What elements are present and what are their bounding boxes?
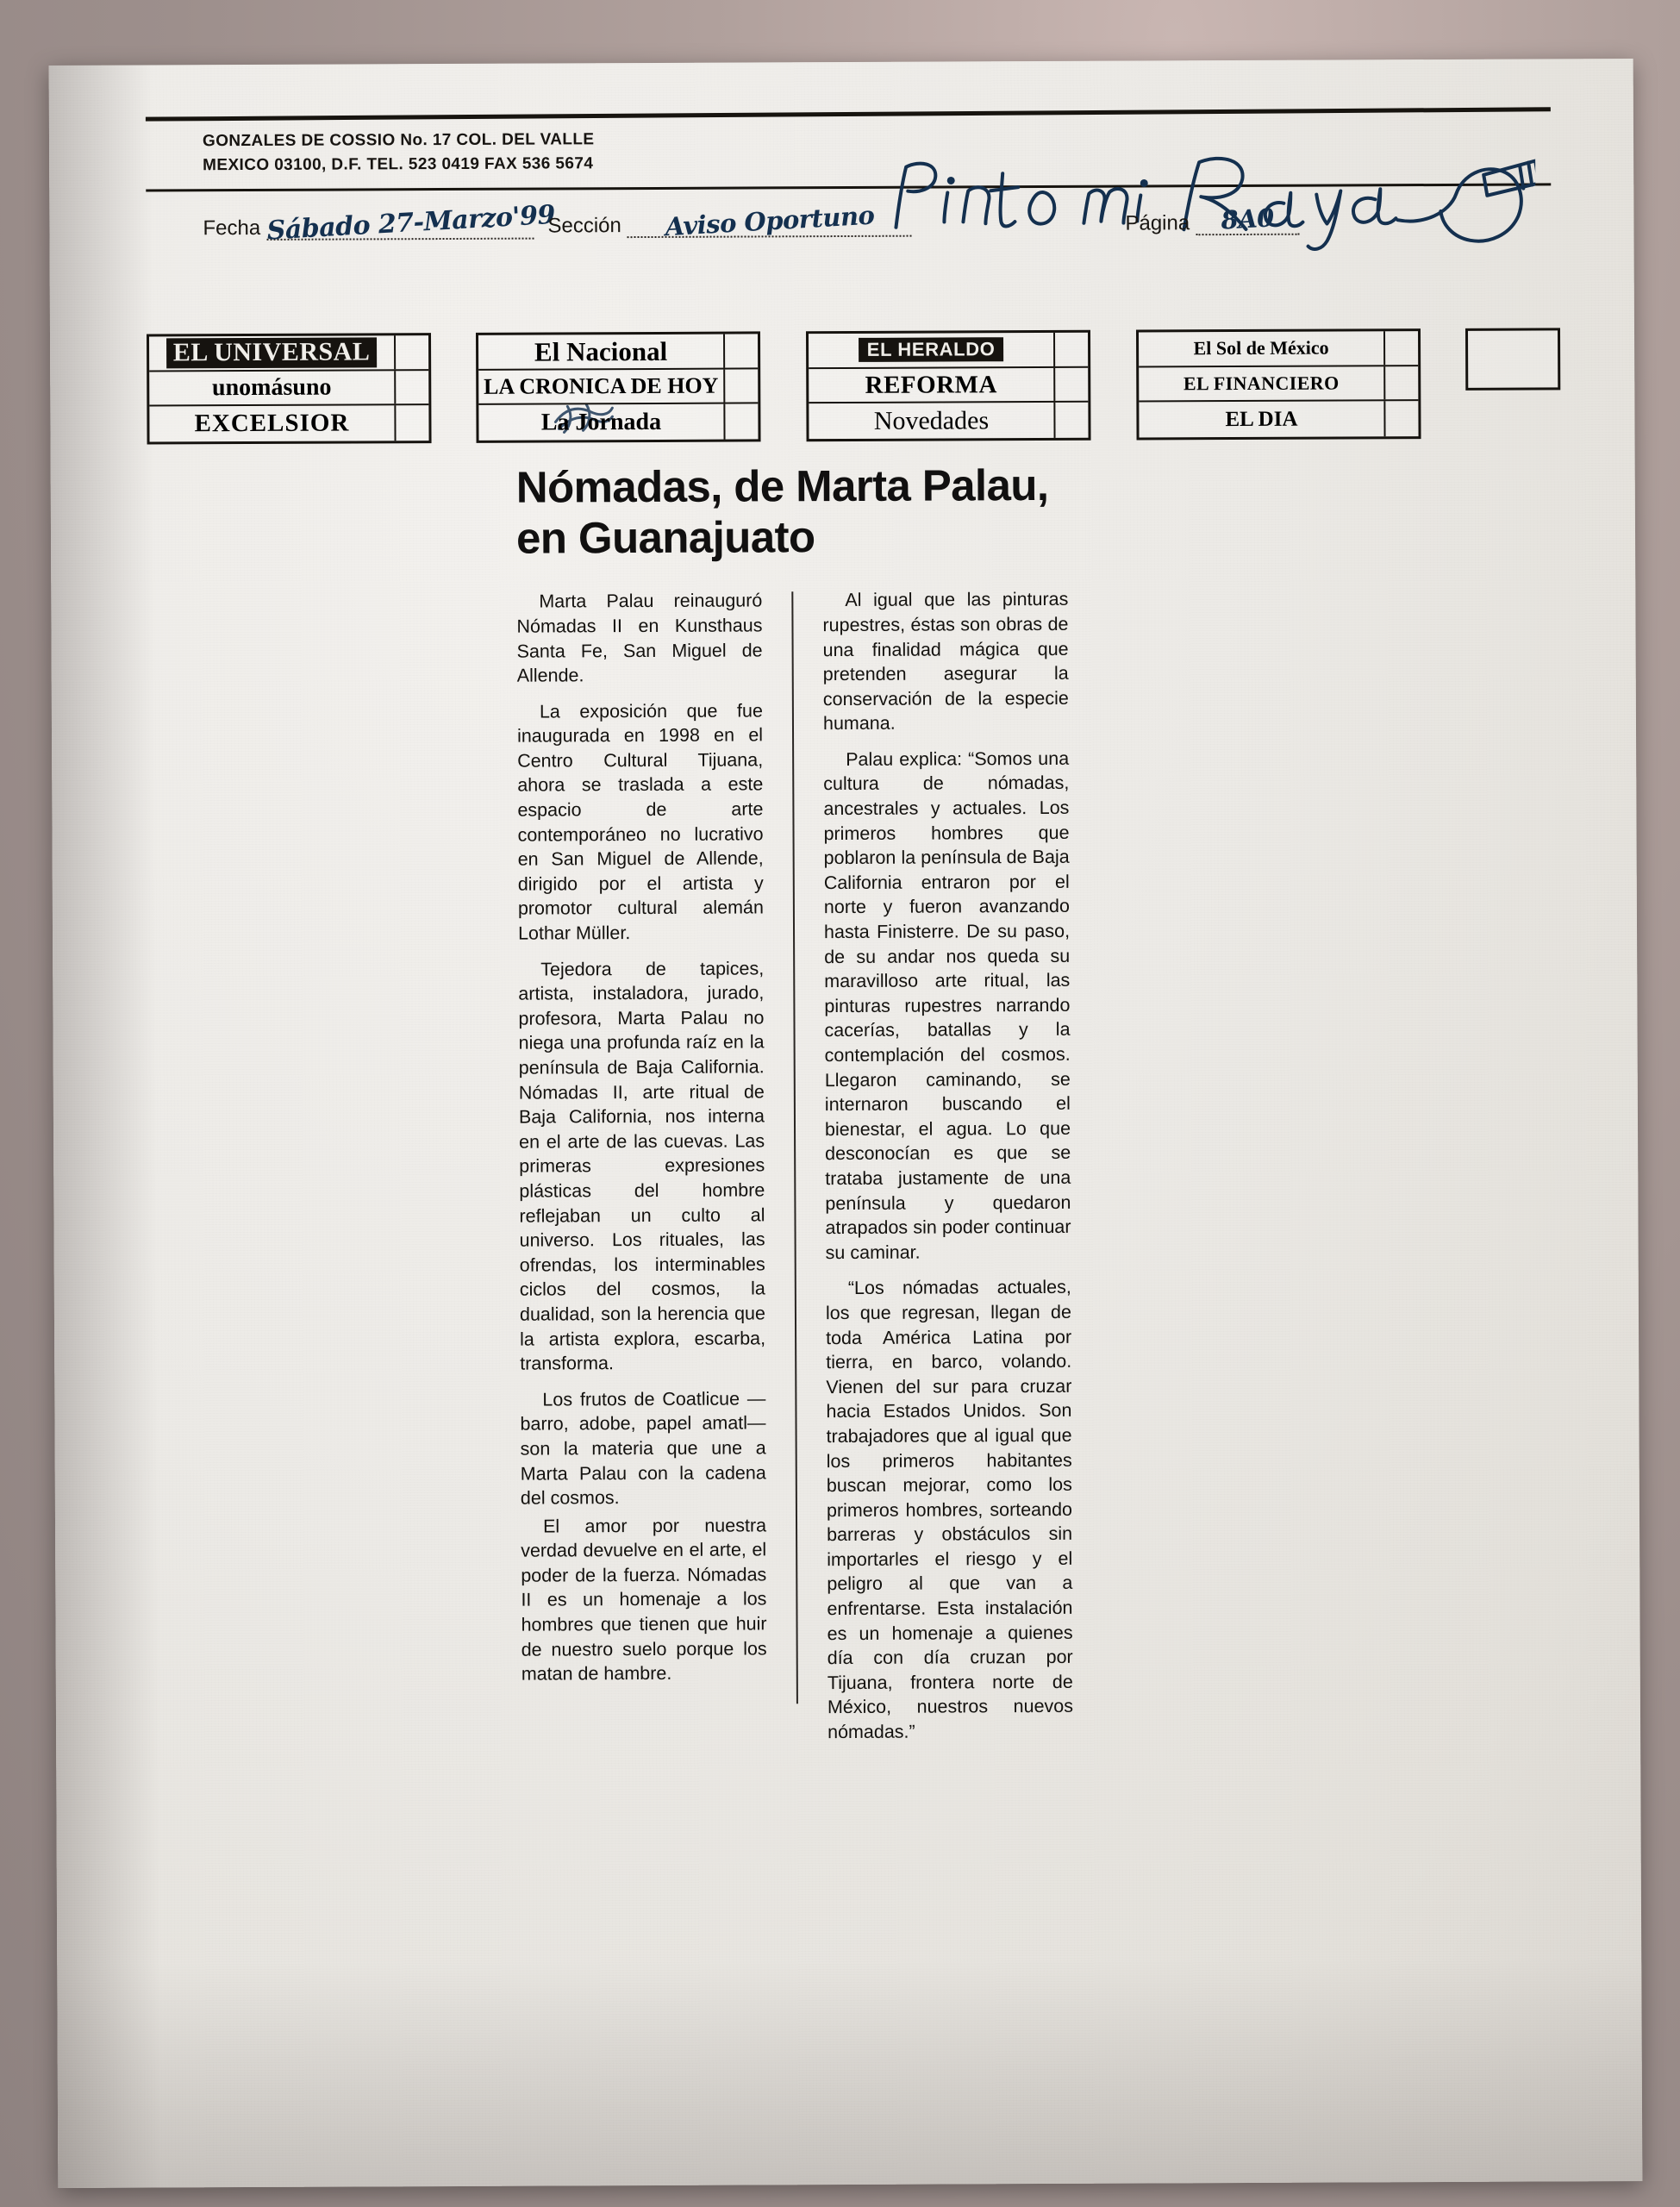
newspaper-checkbox-el-dia[interactable] bbox=[1383, 401, 1418, 436]
newspaper-group-2 bbox=[476, 331, 761, 442]
newspaper-logo-novedades bbox=[809, 403, 1053, 439]
article-column-right bbox=[822, 587, 1073, 1756]
article-columns bbox=[516, 587, 1073, 1757]
newspaper-row-la-jornada[interactable] bbox=[478, 404, 758, 441]
newspaper-row-reforma[interactable] bbox=[809, 367, 1088, 403]
newspaper-checkbox-novedades[interactable] bbox=[1053, 403, 1088, 438]
article-paragraph: Los frutos de Coatlicue —barro, adobe, papel amatl— son la materia que une a Marta Palau con la cadena del cosmos. bbox=[520, 1388, 766, 1509]
fecha-label: Fecha bbox=[203, 216, 261, 241]
newspaper-logo-excelsior bbox=[149, 406, 394, 442]
agency-address-line-1: GONZALES DE COSSIO No. 17 COL. DEL VALLE bbox=[202, 130, 595, 151]
agency-address bbox=[203, 127, 858, 177]
header-rule-top bbox=[146, 107, 1551, 121]
newspaper-row-novedades[interactable] bbox=[809, 403, 1088, 439]
newspaper-row-el-financiero[interactable] bbox=[1139, 366, 1418, 403]
pagina-value: 8A0 bbox=[1220, 203, 1275, 235]
newspaper-checkbox-unomasuno[interactable] bbox=[394, 371, 428, 404]
fecha-field[interactable] bbox=[203, 199, 556, 247]
newspaper-label: EL UNIVERSAL bbox=[166, 337, 378, 368]
article-paragraph: Tejedora de tapices, artista, instaladora, jurado, profesora, Marta Palau no niega una profunda raíz en la península de Baja California. Nómadas II, arte ritual de Baja California, nos interna en el arte de las cuevas. Las primeras expresiones plásticas del hombre reflejaban un culto al universo. Los rituales, las ofrendas, los interminables ciclos del cosmos, la dualidad, son la herencia que la artista explora, escarba, transforma. bbox=[518, 958, 766, 1374]
agency-address-line-2: MEXICO 03100, D.F. TEL. 523 0419 FAX 536 5674 bbox=[203, 153, 594, 174]
newspaper-row-el-heraldo[interactable] bbox=[809, 333, 1088, 369]
newspaper-logo-el-universal bbox=[149, 335, 394, 370]
newspaper-logo-el-nacional bbox=[478, 334, 723, 369]
newspaper-row-el-sol-de-mexico[interactable] bbox=[1139, 331, 1418, 367]
article-paragraph: Al igual que las pinturas rupestres, éstas son obras de una finalidad mágica que pretenden asegurar la conservación de la especie humana. bbox=[822, 589, 1069, 735]
newspaper-label: EL FINANCIERO bbox=[1183, 372, 1340, 395]
clipping-form-header bbox=[146, 109, 1552, 247]
article-headline: Nómadas, de Marta Palau, en Guanajuato bbox=[515, 460, 1049, 563]
newspaper-checkbox-el-universal[interactable] bbox=[394, 335, 428, 369]
newspaper-label: EL HERALDO bbox=[859, 338, 1004, 363]
seccion-field[interactable] bbox=[547, 200, 911, 242]
newspaper-group-3 bbox=[806, 330, 1091, 441]
newspaper-label: EL DIA bbox=[1225, 407, 1298, 432]
newspaper-group-1 bbox=[147, 333, 432, 444]
newspaper-other-row[interactable] bbox=[1468, 330, 1558, 387]
newspaper-checklist bbox=[147, 328, 1596, 447]
photocopy-sheet bbox=[49, 59, 1643, 2188]
newspaper-label: El Sol de México bbox=[1193, 336, 1329, 359]
pagina-label: Página bbox=[1125, 211, 1190, 235]
newspaper-group-4 bbox=[1136, 328, 1421, 440]
newspaper-label: El Nacional bbox=[534, 335, 668, 367]
newspaper-logo-el-sol-de-mexico bbox=[1139, 331, 1383, 366]
newspaper-other-box[interactable] bbox=[1465, 328, 1560, 390]
newspaper-logo-unomasuno bbox=[149, 371, 394, 405]
fecha-value-wrap bbox=[265, 199, 556, 247]
article-paragraph: “Los nómadas actuales, los que regresan, llegan de toda América Latina por tierra, en barco, volando. Vienen del sur para cruzar hacia Estados Unidos. Son trabajadores que al igual que los primeros habitantes buscan mejorar, como los primeros hombres, sorteando barreras y obstáculos sin importarles el riesgo y el peligro al que van a enfrentarse. Esta instalación es un homenaje a quienes día con día cruzan por Tijuana, frontera norte de México, nuestros nuevos nómadas.” bbox=[825, 1277, 1074, 1743]
article-paragraph: El amor por nuestra verdad devuelve en el arte, el poder de la fuerza. Nómadas II es un homenaje a los hombres que tienen que huir de nuestro suelo porque los matan de hambre. bbox=[521, 1515, 767, 1685]
pagina-value-wrap bbox=[1196, 204, 1299, 236]
newspaper-label: LA CRONICA DE HOY bbox=[484, 372, 719, 399]
newspaper-label: Novedades bbox=[873, 405, 990, 435]
copier-shadow-left bbox=[49, 65, 162, 2187]
article-column-left bbox=[516, 589, 767, 1758]
newspaper-checkbox-la-jornada[interactable] bbox=[723, 404, 758, 440]
article-paragraph: Marta Palau reinauguró Nómadas II en Kunsthaus Santa Fe, San Miguel de Allende. bbox=[516, 590, 763, 686]
article-paragraph: Palau explica: “Somos una cultura de nómadas, ancestrales y actuales. Los primeros hombres que poblaron la península de Baja California entraron por el norte y fueron avanzando hasta Finisterre. De su paso, de su andar nos queda su maravilloso arte ritual, las pinturas rupestres narrando cacerías, batallas y la contemplación del cosmos. Llegaron caminando, se internaron buscando el bienestar, el agua. Lo que desconocían es que se trataba justamente de una península y quedaron atrapados sin poder continuar su caminar. bbox=[823, 747, 1071, 1263]
newspaper-checkbox-el-nacional[interactable] bbox=[723, 334, 758, 367]
form-fields-row bbox=[203, 195, 1551, 247]
newspaper-logo-reforma bbox=[809, 368, 1053, 403]
column-divider-rule bbox=[791, 592, 798, 1704]
fecha-value: Sábado 27-Marzo'99 bbox=[265, 199, 556, 247]
newspaper-row-el-nacional[interactable] bbox=[478, 334, 758, 370]
newspaper-row-el-dia[interactable] bbox=[1139, 401, 1418, 437]
newspaper-row-excelsior[interactable] bbox=[149, 405, 428, 441]
newspaper-row-unomasuno[interactable] bbox=[149, 371, 428, 407]
newspaper-logo-el-dia bbox=[1139, 402, 1383, 438]
newspaper-label: REFORMA bbox=[865, 370, 997, 399]
seccion-label: Sección bbox=[547, 214, 621, 238]
newspaper-checkbox-excelsior[interactable] bbox=[394, 405, 428, 441]
newspaper-row-la-cronica[interactable] bbox=[478, 369, 758, 405]
pagina-field[interactable] bbox=[1125, 204, 1299, 236]
news-article-clipping bbox=[516, 460, 1074, 1757]
newspaper-other-label bbox=[1468, 330, 1558, 387]
newspaper-logo-el-heraldo bbox=[809, 333, 1053, 367]
newspaper-checkbox-la-cronica[interactable] bbox=[723, 369, 758, 403]
newspaper-row-el-universal[interactable] bbox=[149, 335, 428, 372]
seccion-value: Aviso Oportuno bbox=[664, 200, 876, 242]
newspaper-label: unomásuno bbox=[211, 373, 332, 402]
newspaper-logo-el-financiero bbox=[1139, 366, 1383, 401]
newspaper-label: La Jornada bbox=[540, 408, 662, 436]
article-paragraph: La exposición que fue inaugurada en 1998 en el Centro Cultural Tijuana, ahora se traslada a este espacio de arte contemporáneo no lucrativo en San Miguel de Allende, dirigido por el artista y promotor cultural alemán Lothar Müller. bbox=[516, 700, 764, 944]
newspaper-logo-la-jornada bbox=[478, 404, 723, 441]
newspaper-label: EXCELSIOR bbox=[194, 409, 350, 438]
seccion-value-wrap bbox=[628, 200, 912, 242]
newspaper-checkbox-reforma[interactable] bbox=[1053, 367, 1088, 401]
copier-shadow-bottom bbox=[57, 1957, 1642, 2188]
newspaper-checkbox-el-heraldo[interactable] bbox=[1053, 333, 1088, 366]
newspaper-checkbox-el-financiero[interactable] bbox=[1383, 366, 1418, 400]
newspaper-logo-la-cronica bbox=[478, 369, 723, 403]
newspaper-checkbox-el-sol-de-mexico[interactable] bbox=[1383, 331, 1418, 365]
